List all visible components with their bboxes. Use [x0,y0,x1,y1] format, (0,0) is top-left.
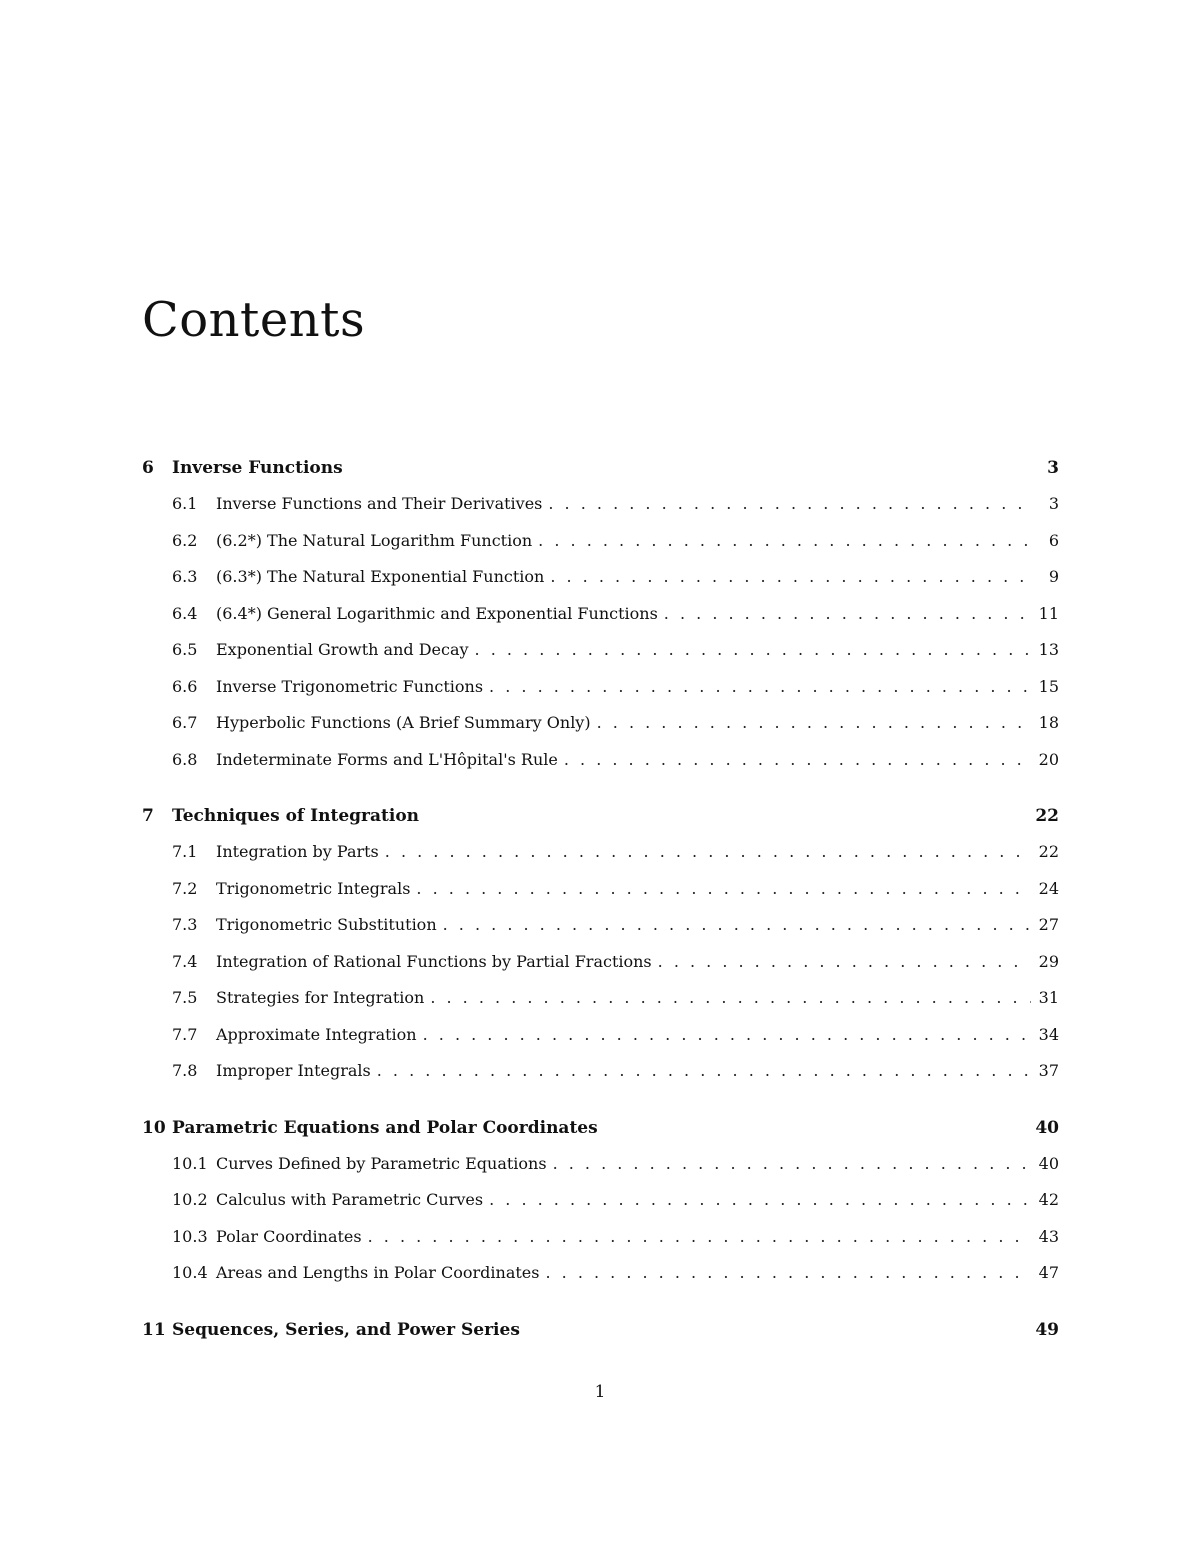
section-page-number: 37 [1038,1061,1059,1080]
section-number: 6.3 [172,567,198,586]
section-page-number: 15 [1038,676,1059,696]
section-page-number: 20 [1038,749,1059,769]
section-page-number: 6 [1048,530,1059,550]
toc-chapter [142,798,1059,1090]
section-title: Integration of Rational Functions by Partial Fractions [216,951,652,971]
toc-chapter-entry[interactable] [142,450,1059,486]
chapter-page-number: 3 [1047,458,1059,478]
dot-leader [548,486,1031,523]
section-number: 7.1 [172,842,198,861]
section-title: (6.2*) The Natural Logarithm Function [216,530,533,550]
toc-section-entry[interactable] [142,1255,1059,1292]
chapter-page-number: 22 [1035,806,1059,826]
section-page-number: 40 [1038,1153,1059,1173]
section-page-number: 42 [1038,1190,1059,1209]
section-number: 10.3 [172,1226,208,1246]
section-page-number: 43 [1038,1226,1059,1246]
chapter-title: Sequences, Series, and Power Series [172,1319,520,1340]
section-title: Strategies for Integration [216,988,425,1007]
section-number: 6.2 [172,530,198,550]
section-number: 6.6 [172,676,198,696]
section-number: 7.4 [172,951,198,971]
section-page-number: 29 [1038,951,1059,971]
section-page-number: 3 [1048,494,1059,513]
toc-section-entry[interactable] [142,523,1059,560]
section-title: Indeterminate Forms and L'Hôpital's Rule [216,749,558,769]
toc-section-entry[interactable] [142,834,1059,871]
section-page-number: 11 [1038,603,1059,623]
page-number: 1 [594,1382,606,1402]
chapter-title: Inverse Functions [172,458,343,478]
section-page-number: 13 [1038,640,1059,659]
dot-leader [553,1146,1031,1183]
section-number: 6.1 [172,494,198,513]
section-title: Trigonometric Integrals [216,878,411,898]
section-page-number: 9 [1048,567,1059,586]
toc-section-entry[interactable] [142,1017,1059,1054]
section-title: Polar Coordinates [216,1226,362,1246]
chapter-number: 10 [142,1117,166,1138]
section-title: Approximate Integration [216,1024,417,1044]
section-title: Exponential Growth and Decay [216,640,469,659]
dot-leader [489,669,1031,706]
section-title: Curves Defined by Parametric Equations [216,1153,547,1173]
section-title: Improper Integrals [216,1061,371,1080]
dot-leader [377,1053,1031,1090]
section-title: Hyperbolic Functions (A Brief Summary Only) [216,713,591,732]
section-page-number: 27 [1038,915,1059,934]
toc-chapter [142,1110,1059,1292]
dot-leader [385,834,1031,871]
dot-leader [443,907,1031,944]
dot-leader [658,944,1031,981]
section-page-number: 18 [1038,713,1059,732]
toc-section-entry[interactable] [142,1146,1059,1183]
section-number: 10.4 [172,1263,208,1282]
section-title: Areas and Lengths in Polar Coordinates [216,1263,540,1282]
toc-section-entry[interactable] [142,980,1059,1017]
chapter-number: 7 [142,806,154,826]
dot-leader [564,742,1031,779]
chapter-page-number: 40 [1035,1117,1059,1138]
section-title: (6.3*) The Natural Exponential Function [216,567,545,586]
toc-section-entry[interactable] [142,1219,1059,1256]
toc-section-entry[interactable] [142,632,1059,669]
dot-leader [597,705,1031,742]
chapter-number: 11 [142,1319,166,1340]
toc-chapter-entry[interactable] [142,798,1059,834]
dot-leader [538,523,1031,560]
section-page-number: 31 [1038,988,1059,1007]
dot-leader [430,980,1031,1017]
dot-leader [489,1182,1031,1219]
dot-leader [664,596,1031,633]
toc-section-entry[interactable] [142,705,1059,742]
section-number: 7.7 [172,1024,198,1044]
section-number: 6.5 [172,640,198,659]
dot-leader [550,559,1031,596]
table-of-contents [142,450,1059,1348]
toc-section-entry[interactable] [142,596,1059,633]
chapter-page-number: 49 [1035,1319,1059,1340]
section-number: 10.2 [172,1190,208,1209]
toc-section-entry[interactable] [142,907,1059,944]
toc-section-entry[interactable] [142,871,1059,908]
chapter-title: Techniques of Integration [172,806,420,826]
section-page-number: 22 [1038,842,1059,861]
dot-leader [545,1255,1031,1292]
toc-section-entry[interactable] [142,944,1059,981]
section-title: Trigonometric Substitution [216,915,437,934]
dot-leader [368,1219,1031,1256]
chapter-number: 6 [142,458,154,478]
section-number: 10.1 [172,1153,208,1173]
section-page-number: 47 [1038,1263,1059,1282]
dot-leader [416,871,1031,908]
section-page-number: 34 [1038,1024,1059,1044]
toc-section-entry[interactable] [142,559,1059,596]
dot-leader [423,1017,1031,1054]
section-title: (6.4*) General Logarithmic and Exponential Functions [216,603,658,623]
section-title: Inverse Functions and Their Derivatives [216,494,543,513]
section-number: 7.3 [172,915,198,934]
toc-section-entry[interactable] [142,1182,1059,1219]
section-title: Inverse Trigonometric Functions [216,676,484,696]
section-page-number: 24 [1038,878,1059,898]
page-title: Contents [142,292,366,348]
toc-chapter [142,450,1059,778]
section-number: 7.2 [172,878,198,898]
section-number: 7.5 [172,988,198,1007]
toc-section-entry[interactable] [142,742,1059,779]
toc-section-entry[interactable] [142,1053,1059,1090]
section-number: 6.8 [172,749,198,769]
section-title: Integration by Parts [216,842,379,861]
section-number: 6.7 [172,713,198,732]
toc-chapter-entry[interactable] [142,1110,1059,1146]
toc-chapter-entry[interactable] [142,1312,1059,1348]
section-number: 7.8 [172,1061,198,1080]
toc-chapter [142,1312,1059,1348]
chapter-title: Parametric Equations and Polar Coordinates [172,1117,598,1138]
toc-section-entry[interactable] [142,486,1059,523]
section-number: 6.4 [172,603,198,623]
toc-section-entry[interactable] [142,669,1059,706]
dot-leader [475,632,1031,669]
section-title: Calculus with Parametric Curves [216,1190,484,1209]
